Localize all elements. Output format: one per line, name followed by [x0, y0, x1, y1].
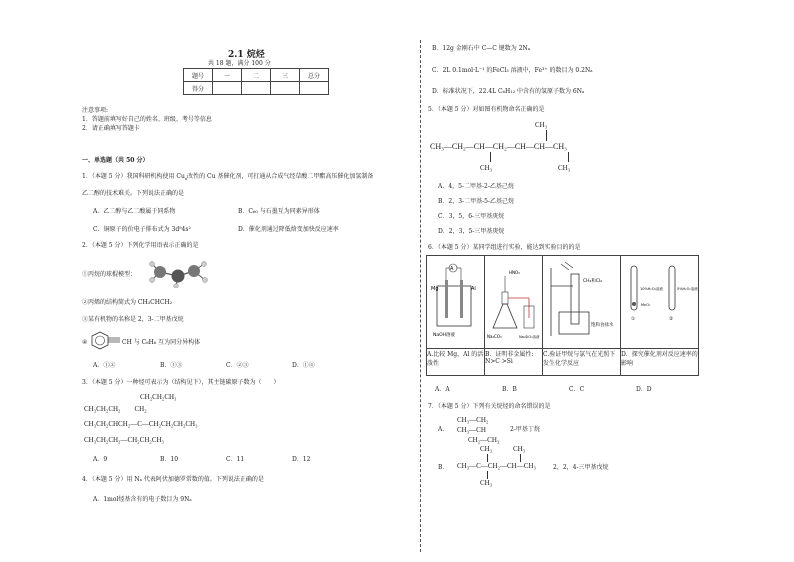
- score-cell: 二: [242, 69, 271, 82]
- score-cell: [271, 82, 300, 95]
- question-stem: 2．（本题 5 分）下列化学用语表示正确的是: [82, 242, 199, 249]
- main-chain: CH₃—C—CH₂—CH—CH₃: [457, 462, 536, 470]
- option-a: A．1mol烃基含有的电子数目为 9Nₐ: [93, 496, 192, 503]
- score-cell: 一: [213, 69, 242, 82]
- option-c: C．2L 0.1mol·L⁻¹ 的FeCl₃ 溶液中，Fe³⁺ 的数目为 0.2Nₐ: [432, 67, 593, 74]
- score-cell: 题号: [184, 69, 213, 82]
- structure-line: CH₃CH₂CH₂—CH₂CH₂CH₃: [84, 436, 164, 444]
- h2o2-5-label: 5%H₂O₂溶液: [677, 287, 698, 291]
- option-c: C．C: [569, 386, 585, 393]
- methyl-branch: CH₃: [535, 121, 548, 129]
- mno2-label: MnO₂: [641, 303, 651, 307]
- bond-line: [487, 471, 488, 479]
- na2co3-label: Na₂CO₃: [487, 334, 502, 339]
- methyl-branch: CH₃: [558, 164, 571, 172]
- option-b: B．12g 金刚石中 C—C 键数为 2Nₐ: [432, 45, 531, 52]
- caption-d: D．探究催化剂对反应速率的影响: [621, 349, 699, 376]
- statement-4-text: CH 与 C₈H₆ 互为同分异构体: [122, 339, 201, 346]
- methane-chlorine-apparatus-icon: [543, 256, 620, 346]
- note-item: 2．请正确填写答题卡: [82, 125, 140, 132]
- option-d: D．标准状况下，22.4L C₆H₁₂ 中含有的氢原子数为 6Nₐ: [432, 88, 585, 95]
- experiment-a-figure: [427, 256, 485, 349]
- option-b: B．10: [160, 456, 179, 463]
- test-tubes-icon: [621, 256, 698, 346]
- question-stem: 1．（本题 5 分）我国科研机构使用 $Cu_x$改性的 Cu 基催化剂，可打通从合成气经草酸二甲酯高压催化加氢制备: [82, 173, 374, 182]
- score-cell: [300, 82, 329, 95]
- bond-line: [546, 130, 547, 141]
- question-stem: 5．（本题 5 分）对如图有机物命名正确的是: [428, 106, 545, 113]
- question-stem: 4．（本题 5 分）用 Nₐ 代表阿伏加德罗常数的值。下列说法正确的是: [82, 476, 264, 483]
- section-heading: 一、单选题（共 50 分）: [82, 157, 149, 164]
- option-a-label: A．: [438, 426, 449, 433]
- nacl-label: 饱和食盐水: [591, 323, 614, 328]
- structure-line: CH₃—CH: [457, 426, 486, 434]
- mg-label: Mg: [431, 286, 439, 292]
- option-d: D．2，3，5-三甲基庚烷: [438, 228, 505, 235]
- score-table: [183, 68, 329, 95]
- methyl-branch: CH₃: [480, 164, 493, 172]
- structure-line: CH₃—CH₂: [457, 416, 489, 424]
- tube-2-label: ②: [669, 317, 674, 322]
- methyl-branch: CH₃: [480, 479, 493, 487]
- notes-heading: 注意事项:: [82, 107, 109, 114]
- tube-1-label: ①: [631, 317, 636, 322]
- ch4-cl2-label: CH₄和Cl₂: [583, 279, 603, 284]
- experiment-b-figure: [485, 256, 543, 349]
- option-b: B．①③: [160, 362, 183, 369]
- structure-line: CH₃CH₂CH₂ CH₂: [84, 405, 147, 413]
- statement-1: ①丙烷的球棍模型：: [82, 271, 137, 278]
- bond-line: [520, 454, 521, 462]
- score-cell: 得分: [184, 82, 213, 95]
- caption-c: C.验证甲烷与氯气在光照下发生化学反应: [543, 349, 621, 376]
- page-title: 2.1 烷烃: [228, 50, 265, 60]
- acid-flask-apparatus-icon: [485, 256, 542, 346]
- page-subtitle: 共 18 题，满分 100 分: [208, 60, 271, 67]
- al-label: Al: [471, 286, 476, 292]
- statement-3: ③某有机物的名称是 2，3-二甲基戊烷: [82, 316, 184, 323]
- option-c: C．3，5，6-三甲基庚烷: [438, 213, 505, 220]
- option-a: A．A: [435, 386, 450, 393]
- question-stem: 7．（本题 5 分）下列有关烷烃的命名错误的是: [428, 403, 551, 410]
- experiment-c-figure: [543, 256, 621, 349]
- main-chain: CH₃—CH₂—CH—CH₂—CH—CH—CH₃: [430, 142, 567, 151]
- caption-a: A.比较 Mg、Al 的活泼性: [427, 349, 485, 376]
- naoh-label: NaOH溶液: [433, 333, 456, 338]
- methyl-branch: CH₃: [513, 445, 526, 453]
- question-stem: 3．（本题 5 分）一种烃可表示为（结构见下），其主链碳原子数为（ ）: [82, 379, 280, 386]
- bond-line: [490, 152, 491, 162]
- ball-stick-model-icon: [148, 258, 210, 288]
- structure-line: CH₂—CH₃: [468, 436, 500, 444]
- note-item: 1．答题前填写好自己的姓名、班级、考号等信息: [82, 116, 212, 123]
- question-stem: 6．（本题 5 分）某同学组进行实验，能达到实验目的的是: [428, 244, 581, 251]
- option-b: B．2，3-二甲基-5-乙基己烷: [438, 198, 514, 205]
- experiment-d-figure: [621, 256, 699, 349]
- electrolysis-cell-icon: [427, 256, 484, 346]
- statement-2: ②丙烯的结构简式为 CH₃CHCH₂: [82, 299, 173, 306]
- option-d: D．①④: [292, 362, 315, 369]
- na2sio3-label: Na₂SiO₃溶液: [519, 335, 540, 339]
- score-cell: [242, 82, 271, 95]
- option-c: C．铜原子的价电子排布式为 3d⁹4s²: [93, 226, 191, 233]
- option-a: A．①②: [93, 362, 116, 369]
- option-c: C．11: [226, 456, 245, 463]
- ammeter-label: A: [450, 266, 454, 272]
- option-a: A．4，5-二甲基-2-乙基己烷: [438, 183, 514, 190]
- option-d: D．12: [292, 456, 311, 463]
- bond-line: [568, 152, 569, 162]
- score-cell: [213, 82, 242, 95]
- score-cell: 总分: [300, 69, 329, 82]
- option-a: A．乙二醇与乙二酸属于同系物: [93, 208, 176, 215]
- option-b-label: B．: [438, 464, 449, 471]
- hno3-label: HNO₃: [509, 270, 520, 275]
- option-b: B．C₆₀ 与石墨互为同素异形体: [238, 208, 320, 215]
- option-a-name: 2-甲基丁烷: [510, 426, 540, 433]
- score-cell: 三: [271, 69, 300, 82]
- structure-line: CH₃CH₂CHCH₂—C—CH₂CH₂CH₂CH₃: [84, 420, 198, 428]
- bond-line: [487, 454, 488, 462]
- methyl-branch: CH₃: [480, 445, 493, 453]
- structure-line: CH₂CH₂CH₃: [140, 393, 177, 401]
- option-a: A．9: [93, 456, 108, 463]
- column-divider: [420, 40, 421, 552]
- statement-4-number: ④: [82, 339, 88, 346]
- h2o2-10-label: 10%H₂O₂溶液: [640, 287, 663, 291]
- experiment-table: [426, 255, 699, 376]
- option-b: B．B: [502, 386, 517, 393]
- option-c: C．②③: [226, 362, 249, 369]
- option-d: D．催化剂通过降低焓变加快反应速率: [238, 226, 339, 233]
- option-d: D．D: [636, 386, 652, 393]
- question-stem: 乙二醇的技术难关。下列说法正确的是: [82, 190, 185, 197]
- caption-b: B．证明非金属性: N>C >Si: [485, 349, 543, 376]
- option-b-name: 2，2，4-三甲基戊烷: [553, 464, 609, 471]
